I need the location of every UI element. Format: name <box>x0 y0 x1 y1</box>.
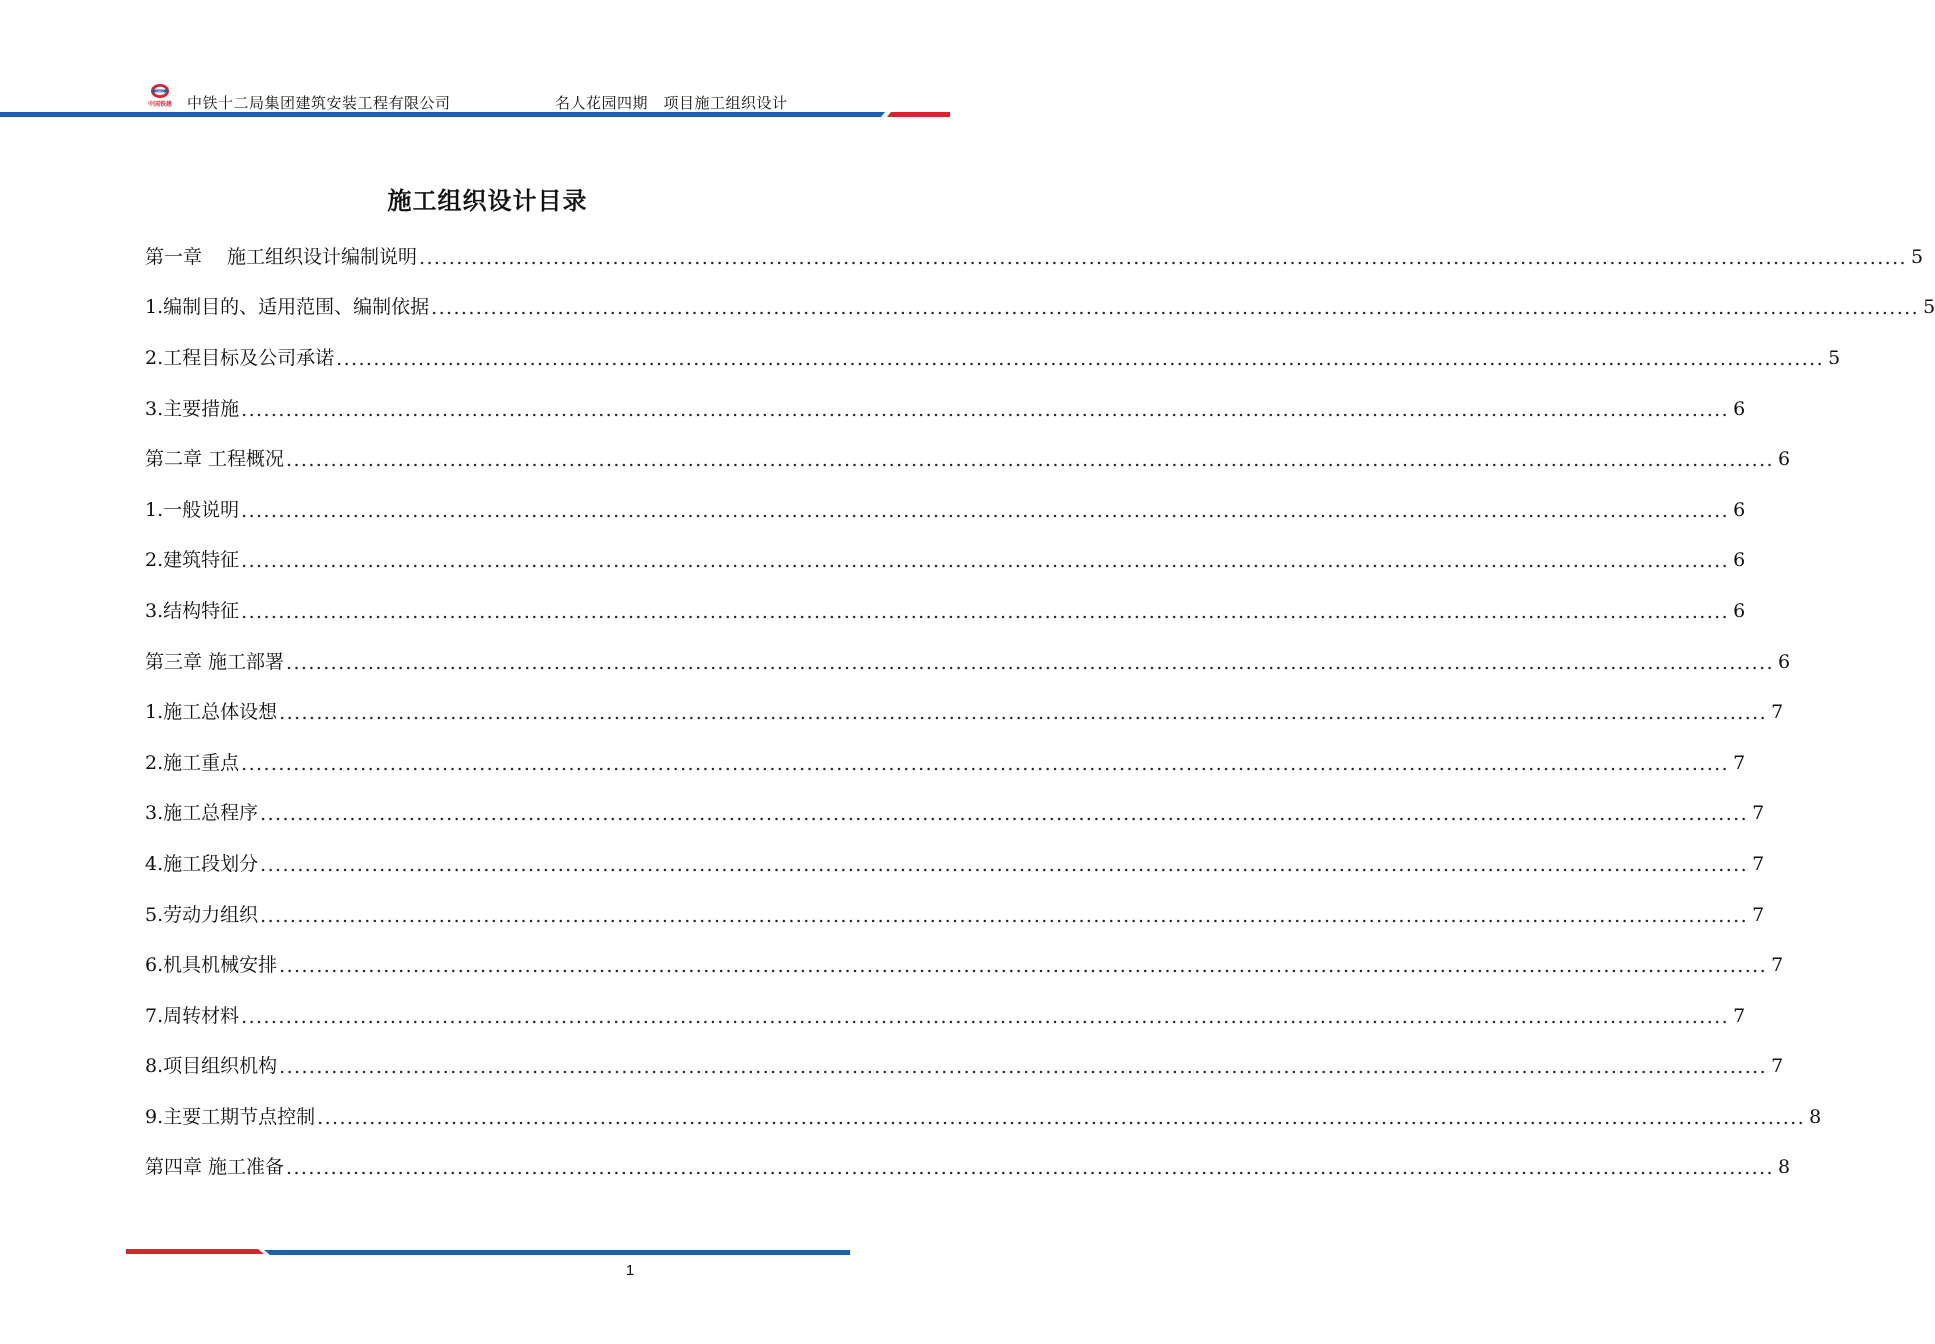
toc-entry-page: 6 <box>1733 549 1746 572</box>
toc-entry-label: 4.施工段划分 <box>145 852 259 875</box>
toc-entry-page: 5 <box>1828 346 1841 369</box>
toc-dot-leader: ........................................................................................................................................................................................................ <box>279 1056 1768 1079</box>
toc-entry-label: 第三章 施工部署 <box>145 650 285 673</box>
toc-entry-label: 1.编制目的、适用范围、编制依据 <box>145 296 430 319</box>
toc-entry-page: 5 <box>1923 296 1935 319</box>
toc-entry-page: 6 <box>1733 599 1746 622</box>
toc-entry-page: 7 <box>1771 954 1784 977</box>
toc-entry-page: 7 <box>1733 751 1746 774</box>
toc-entry-page: 6 <box>1733 498 1746 521</box>
toc-dot-leader: ........................................................................................................................................................................................................ <box>431 297 1920 320</box>
toc-dot-leader: ........................................................................................................................................................................................................ <box>241 1005 1730 1028</box>
toc-dot-leader: ........................................................................................................................................................................................................ <box>241 398 1730 421</box>
toc-entry[interactable] <box>145 687 1784 738</box>
toc-entry-label: 3.施工总程序 <box>145 802 259 825</box>
toc-entry-page: 6 <box>1777 448 1791 471</box>
toc-dot-leader: ........................................................................................................................................................................................................ <box>260 853 1749 876</box>
toc-dot-leader: ........................................................................................................................................................................................................ <box>241 550 1730 573</box>
page-number: 1 <box>625 1262 635 1279</box>
toc-entry-label: 3.结构特征 <box>145 599 240 622</box>
toc-entry-page: 8 <box>1809 1105 1822 1128</box>
toc-dot-leader: ........................................................................................................................................................................................................ <box>260 904 1749 927</box>
toc-entry[interactable] <box>145 940 1784 991</box>
toc-dot-leader: ........................................................................................................................................................................................................ <box>241 600 1730 623</box>
toc-entry[interactable] <box>145 1092 1822 1143</box>
document-title: 施工组织设计目录 <box>387 187 588 215</box>
toc-dot-leader: ........................................................................................................................................................................................................ <box>260 803 1749 826</box>
crcc-logo-icon <box>143 80 177 108</box>
toc-dot-leader: ........................................................................................................................................................................................................ <box>241 499 1730 522</box>
toc-dot-leader: ........................................................................................................................................................................................................ <box>286 449 1774 472</box>
toc-entry[interactable] <box>145 637 1791 688</box>
toc-entry-page: 7 <box>1752 852 1765 875</box>
footer-rule <box>0 1246 950 1258</box>
toc-entry[interactable] <box>145 283 1935 334</box>
toc-entry-label: 9.主要工期节点控制 <box>145 1105 316 1128</box>
toc-entry-label: 2.建筑特征 <box>145 549 240 572</box>
toc-entry-label: 7.周转材料 <box>145 1004 240 1027</box>
toc-entry-label: 第一章 施工组织设计编制说明 <box>145 245 418 268</box>
toc-entry-page: 7 <box>1752 802 1765 825</box>
toc-entry[interactable] <box>145 434 1791 485</box>
toc-entry-page: 6 <box>1777 650 1791 673</box>
toc-entry-page: 8 <box>1777 1156 1791 1179</box>
toc-dot-leader: ........................................................................................................................................................................................................ <box>286 1157 1774 1180</box>
toc-entry-label: 2.工程目标及公司承诺 <box>145 346 335 369</box>
project-name: 名人花园四期 项目施工组织设计 <box>555 94 788 112</box>
toc-entry-label: 8.项目组织机构 <box>145 1055 278 1078</box>
company-name: 中铁十二局集团建筑安装工程有限公司 <box>187 94 451 112</box>
toc-entry[interactable] <box>145 384 1746 435</box>
toc-entry-page: 5 <box>1910 245 1924 268</box>
toc-entry[interactable] <box>145 536 1746 587</box>
toc-entry-page: 6 <box>1733 397 1746 420</box>
toc-entry[interactable] <box>145 738 1746 789</box>
toc-entry-label: 6.机具机械安排 <box>145 954 278 977</box>
toc-dot-leader: ........................................................................................................................................................................................................ <box>336 347 1825 370</box>
toc-entry-page: 7 <box>1752 903 1765 926</box>
toc-entry-label: 第四章 施工准备 <box>145 1156 285 1179</box>
logo-mark: CRCC <box>155 89 165 94</box>
toc-entry[interactable] <box>145 789 1765 840</box>
toc-entry[interactable] <box>145 485 1746 536</box>
toc-entry[interactable] <box>145 890 1765 941</box>
toc-dot-leader: ........................................................................................................................................................................................................ <box>241 752 1730 775</box>
toc-dot-leader: ........................................................................................................................................................................................................ <box>286 651 1774 674</box>
logo-text: 中国铁建 <box>147 101 173 108</box>
toc-entry-label: 5.劳动力组织 <box>145 903 259 926</box>
table-of-contents <box>145 232 1935 1193</box>
toc-entry[interactable] <box>145 991 1746 1042</box>
header-rule <box>0 110 950 118</box>
toc-entry-page: 7 <box>1771 1055 1784 1078</box>
toc-entry-label: 1.一般说明 <box>145 498 240 521</box>
toc-dot-leader: ........................................................................................................................................................................................................ <box>419 246 1907 269</box>
toc-entry[interactable] <box>145 333 1841 384</box>
toc-entry-label: 2.施工重点 <box>145 751 240 774</box>
toc-dot-leader: ........................................................................................................................................................................................................ <box>279 955 1768 978</box>
toc-entry[interactable] <box>145 232 1924 283</box>
toc-entry-label: 3.主要措施 <box>145 397 240 420</box>
toc-entry[interactable] <box>145 1042 1784 1093</box>
toc-entry[interactable] <box>145 839 1765 890</box>
toc-entry-page: 7 <box>1733 1004 1746 1027</box>
toc-dot-leader: ........................................................................................................................................................................................................ <box>317 1106 1806 1129</box>
toc-entry-label: 第二章 工程概况 <box>145 448 285 471</box>
toc-dot-leader: ........................................................................................................................................................................................................ <box>279 702 1768 725</box>
toc-entry-label: 1.施工总体设想 <box>145 701 278 724</box>
toc-entry[interactable] <box>145 1143 1791 1194</box>
toc-entry-page: 7 <box>1771 701 1784 724</box>
toc-entry[interactable] <box>145 586 1746 637</box>
